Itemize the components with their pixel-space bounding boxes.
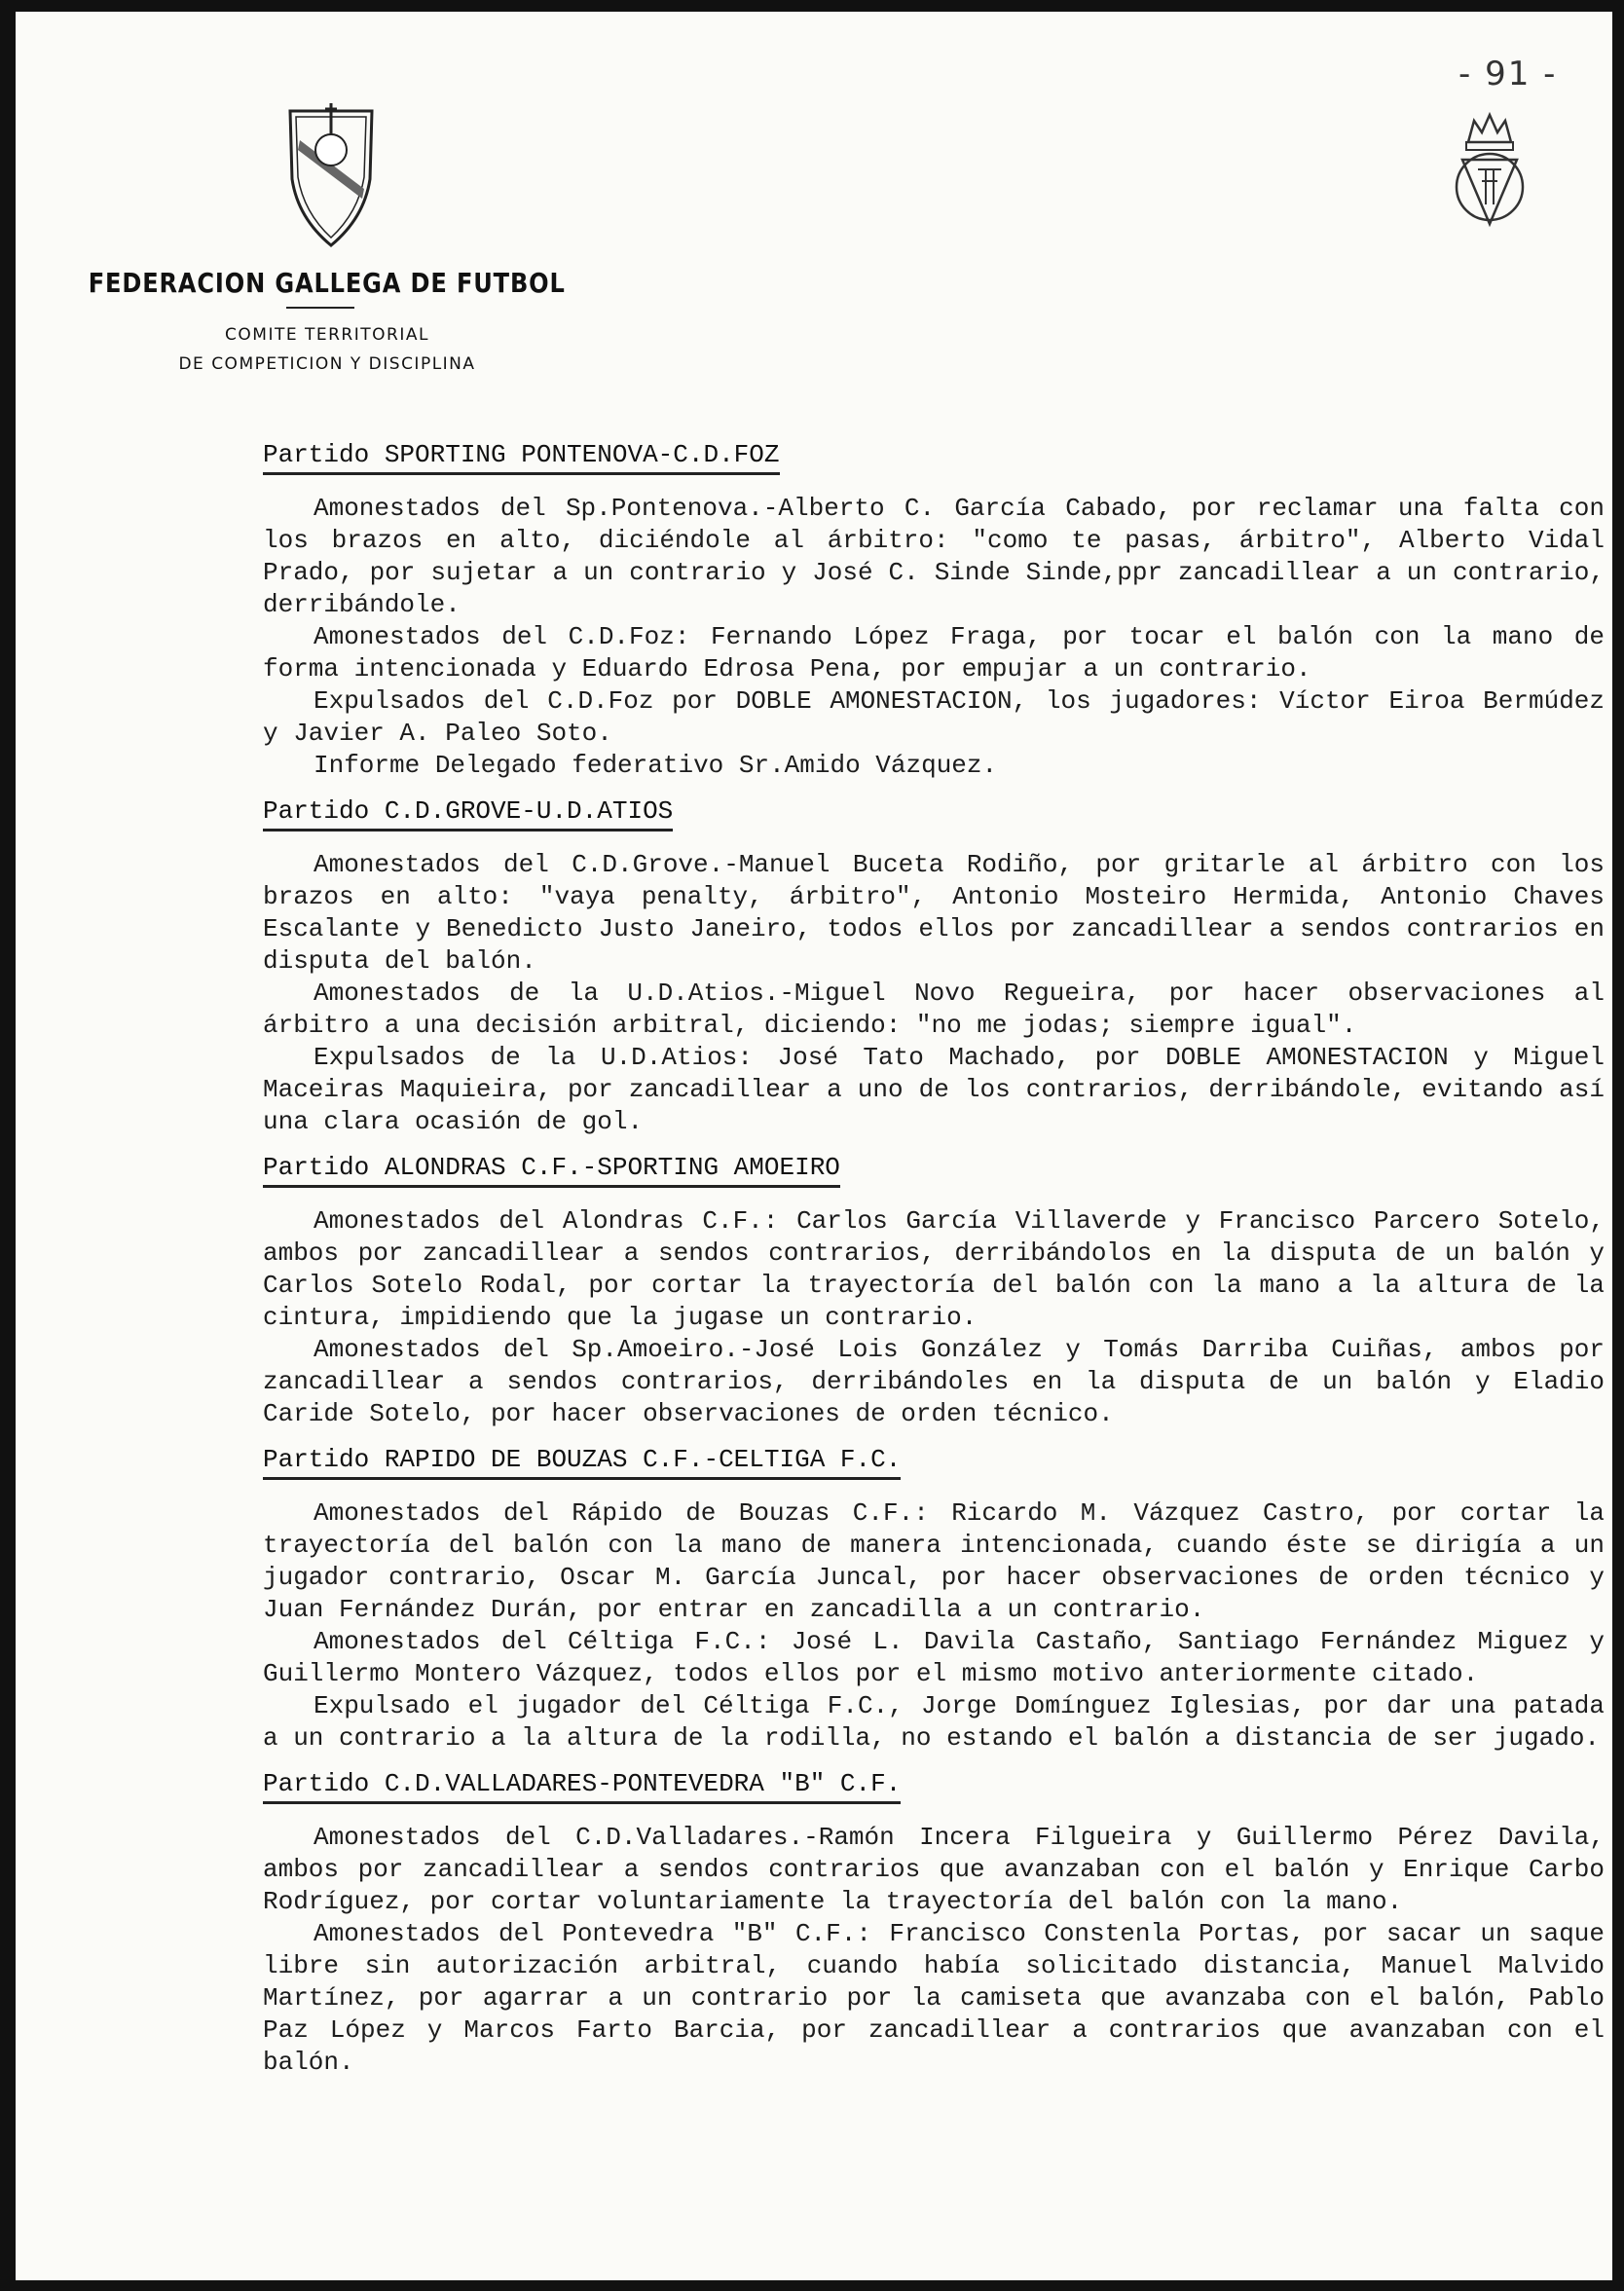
paragraph: Expulsados del C.D.Foz por DOBLE AMONESTACION, los jugadores: Víctor Eiroa Bermúdez y Javier A. Paleo Soto. bbox=[263, 686, 1605, 748]
paragraph: Expulsado el jugador del Céltiga F.C., Jorge Domínguez Iglesias, por dar una patada a un contrario a la altura de la rodilla, no estando el balón a distancia de ser jugado. bbox=[263, 1691, 1605, 1753]
section-title: Partido RAPIDO DE BOUZAS C.F.-CELTIGA F.C. bbox=[263, 1444, 901, 1480]
page-number: - 91 - bbox=[1458, 55, 1558, 93]
match-section-5 bbox=[263, 1755, 1605, 2079]
paragraph: Amonestados del Alondras C.F.: Carlos García Villaverde y Francisco Parcero Sotelo, ambos por zancadillear a sendos contrarios, derribándolos en la disputa de un balón y Carlos Sotelo Rodal, por cortar la trayectoría del balón con la mano a la altura de la cintura, impidiendo que la jugase un contrario. bbox=[263, 1206, 1605, 1332]
document-body bbox=[263, 425, 1605, 2079]
match-section-4 bbox=[263, 1430, 1605, 1755]
match-section-2 bbox=[263, 782, 1605, 1138]
section-title: Partido ALONDRAS C.F.-SPORTING AMOEIRO bbox=[263, 1152, 840, 1188]
paragraph: Amonestados del Céltiga F.C.: José L. Davila Castaño, Santiago Fernández Miguez y Guillermo Montero Vázquez, todos ellos por el mismo motivo anteriormente citado. bbox=[263, 1627, 1605, 1688]
header-divider bbox=[286, 307, 354, 309]
paragraph: Amonestados del Sp.Pontenova.-Alberto C. García Cabado, por reclamar una falta con los brazos en alto, diciéndole al árbitro: "como te pasas, árbitro", Alberto Vidal Prado, por sujetar a un contrario y José C. Sinde Sinde,ppr zancadillear a un contrario, derribándole. bbox=[263, 494, 1605, 619]
federation-shield-logo bbox=[286, 101, 376, 247]
paragraph: Amonestados del Rápido de Bouzas C.F.: Ricardo M. Vázquez Castro, por cortar la trayectoría del balón con la mano de manera intencionada, cuando éste se dirigía a un jugador contrario, Oscar M. García Juncal, por hacer observaciones de orden técnico y Juan Fernández Durán, por entrar en zancadilla a un contrario. bbox=[263, 1498, 1605, 1624]
paragraph: Amonestados del Pontevedra "B" C.F.: Francisco Constenla Portas, por sacar un saque libre sin autorización arbitral, cuando había solicitado distancia, Manuel Malvido Martínez, por agarrar a un contrario por la camiseta que avanzaba con el balón, Pablo Paz López y Marcos Farto Barcia, por zancadillear a contrarios que avanzaban con el balón. bbox=[263, 1919, 1605, 2077]
paragraph: Expulsados de la U.D.Atios: José Tato Machado, por DOBLE AMONESTACION y Miguel Maceiras Maquieira, por zancadillear a uno de los contrarios, derribándole, evitando así una clara ocasión de gol. bbox=[263, 1043, 1605, 1136]
paragraph: Amonestados del C.D.Foz: Fernando López Fraga, por tocar el balón con la mano de forma intencionada y Eduardo Edrosa Pena, por empujar a un contrario. bbox=[263, 622, 1605, 684]
section-title: Partido SPORTING PONTENOVA-C.D.FOZ bbox=[263, 439, 780, 475]
document-page bbox=[16, 12, 1612, 2280]
federation-name: FEDERACION GALLEGA DE FUTBOL bbox=[88, 267, 566, 299]
paragraph: Amonestados del C.D.Valladares.-Ramón Incera Filgueira y Guillermo Pérez Davila, ambos por zancadillear a sendos contrarios que avanzaban con el balón y Enrique Carbo Rodríguez, por cortar voluntariamente la trayectoría del balón con la mano. bbox=[263, 1823, 1605, 1916]
crown-crest-stamp bbox=[1443, 103, 1536, 234]
committee-line-2: DE COMPETICION Y DISCIPLINA bbox=[178, 354, 476, 374]
paragraph: Amonestados del Sp.Amoeiro.-José Lois González y Tomás Darriba Cuiñas, ambos por zancadillear a sendos contrarios, derribándoles en la disputa de un balón y Eladio Caride Sotelo, por hacer observaciones de orden técnico. bbox=[263, 1335, 1605, 1428]
match-section-1 bbox=[263, 425, 1605, 782]
match-section-3 bbox=[263, 1138, 1605, 1430]
paragraph: Amonestados del C.D.Grove.-Manuel Buceta Rodiño, por gritarle al árbitro con los brazos en alto: "vaya penalty, árbitro", Antonio Mosteiro Hermida, Antonio Chaves Escalante y Benedicto Justo Janeiro, todos ellos por zancadillear a sendos contrarios en disputa del balón. bbox=[263, 850, 1605, 976]
paragraph: Amonestados de la U.D.Atios.-Miguel Novo Regueira, por hacer observaciones al árbitro a una decisión arbitral, diciendo: "no me jodas; siempre igual". bbox=[263, 979, 1605, 1040]
section-title: Partido C.D.VALLADARES-PONTEVEDRA "B" C.F. bbox=[263, 1768, 901, 1804]
paragraph: Informe Delegado federativo Sr.Amido Vázquez. bbox=[314, 751, 998, 780]
section-title: Partido C.D.GROVE-U.D.ATIOS bbox=[263, 795, 673, 831]
committee-line-1: COMITE TERRITORIAL bbox=[225, 325, 429, 345]
